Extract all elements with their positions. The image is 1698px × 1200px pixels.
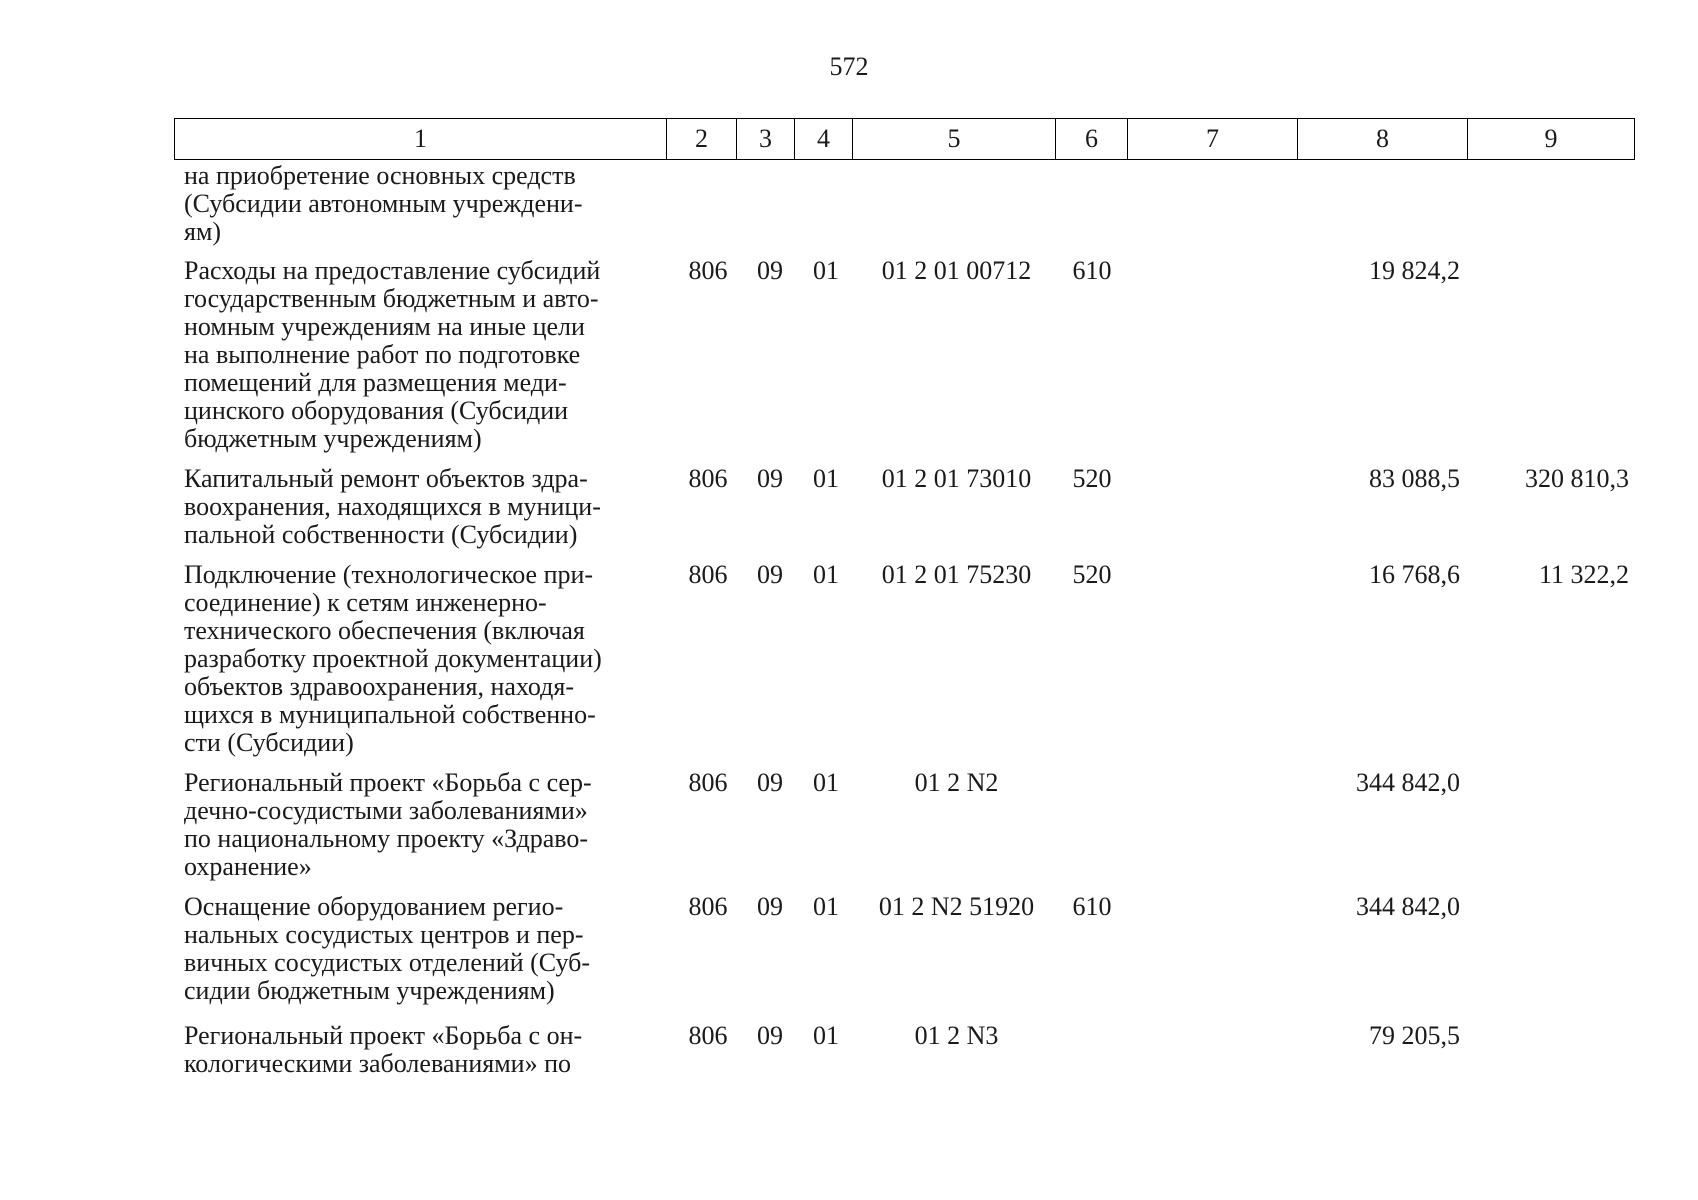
description-line: пальной собственности (Субсидии) — [184, 520, 578, 549]
cell-amount-7: 16 768,6 — [1369, 560, 1460, 589]
description-line: государственным бюджетным и авто- — [184, 284, 599, 313]
description-line: сти (Субсидии) — [184, 728, 354, 757]
description-line: ям) — [184, 217, 222, 246]
description-line: цинского оборудования (Субсидии — [184, 396, 569, 425]
row-description — [184, 561, 829, 757]
description-line: на приобретение основных средств — [184, 161, 576, 190]
cell-amount-8: 320 810,3 — [1525, 464, 1629, 493]
cell-expense-type: 610 — [1072, 892, 1112, 921]
cell-ministry: 806 — [688, 1021, 728, 1050]
cell-subsection: 01 — [813, 256, 839, 285]
cell-section: 09 — [757, 464, 783, 493]
cell-amount-7: 79 205,5 — [1369, 1021, 1460, 1050]
cell-section: 09 — [757, 768, 783, 797]
description-line: Региональный проект «Борьба с он- — [184, 1021, 583, 1050]
cell-section: 09 — [757, 1021, 783, 1050]
column-header-7: 7 — [1128, 119, 1298, 160]
cell-ministry: 806 — [688, 768, 728, 797]
cell-ministry: 806 — [688, 892, 728, 921]
description-line: объектов здравоохранения, находя- — [184, 672, 575, 701]
cell-target-article: 01 2 01 75230 — [881, 560, 1032, 589]
description-line: соединение) к сетям инженерно- — [184, 588, 547, 617]
row-description — [184, 257, 829, 453]
cell-ministry: 806 — [688, 464, 728, 493]
description-line: (Субсидии автономным учреждени- — [184, 189, 583, 218]
page-number: 572 — [829, 52, 869, 81]
column-header-3: 3 — [737, 119, 795, 160]
cell-expense-type: 610 — [1072, 256, 1112, 285]
column-header-9: 9 — [1468, 119, 1635, 160]
column-header-6: 6 — [1056, 119, 1128, 160]
cell-amount-7: 19 824,2 — [1369, 256, 1460, 285]
column-header-row — [175, 119, 1635, 160]
cell-section: 09 — [757, 256, 783, 285]
description-line: вичных сосудистых отделений (Суб- — [184, 948, 591, 977]
description-line: сидии бюджетным учреждениям) — [184, 976, 555, 1005]
column-header-2: 2 — [667, 119, 737, 160]
description-line: Региональный проект «Борьба с сер- — [184, 768, 592, 797]
description-line: дечно-сосудистыми заболеваниями» — [184, 796, 588, 825]
cell-section: 09 — [757, 560, 783, 589]
description-line: охранение» — [184, 852, 312, 881]
cell-subsection: 01 — [813, 464, 839, 493]
description-line: разработку проектной документации) — [184, 644, 602, 673]
description-line: кологическими заболеваниями» по — [184, 1049, 571, 1078]
cell-subsection: 01 — [813, 1021, 839, 1050]
description-line: бюджетным учреждениям) — [184, 424, 482, 453]
description-line: Подключение (технологическое при- — [184, 560, 594, 589]
description-line: нальных сосудистых центров и пер- — [184, 920, 584, 949]
column-header-8: 8 — [1298, 119, 1468, 160]
description-line: номным учреждениям на иные цели — [184, 312, 585, 341]
cell-amount-7: 83 088,5 — [1369, 464, 1460, 493]
column-header-table — [174, 118, 1635, 160]
description-line: технического обеспечения (включая — [184, 616, 585, 645]
cell-target-article: 01 2 N2 51920 — [878, 892, 1035, 921]
cell-amount-7: 344 842,0 — [1356, 768, 1460, 797]
cell-amount-7: 344 842,0 — [1356, 892, 1460, 921]
cell-section: 09 — [757, 892, 783, 921]
cell-expense-type: 520 — [1072, 560, 1112, 589]
description-line: на выполнение работ по подготовке — [184, 340, 581, 369]
description-line: Капитальный ремонт объектов здра- — [184, 464, 588, 493]
cell-subsection: 01 — [813, 560, 839, 589]
cell-target-article: 01 2 N2 — [914, 768, 999, 797]
description-line: помещений для размещения меди- — [184, 368, 567, 397]
cell-ministry: 806 — [688, 256, 728, 285]
cell-subsection: 01 — [813, 768, 839, 797]
description-line: Оснащение оборудованием регио- — [184, 892, 564, 921]
description-line: по национальному проекту «Здраво- — [184, 824, 589, 853]
cell-subsection: 01 — [813, 892, 839, 921]
description-line: Расходы на предоставление субсидий — [184, 256, 601, 285]
cell-amount-8: 11 322,2 — [1538, 560, 1629, 589]
column-header-4: 4 — [795, 119, 853, 160]
row-description — [184, 162, 829, 246]
column-header-5: 5 — [853, 119, 1056, 160]
description-line: воохранения, находящихся в муници- — [184, 492, 601, 521]
cell-ministry: 806 — [688, 560, 728, 589]
cell-expense-type: 520 — [1072, 464, 1112, 493]
cell-target-article: 01 2 01 00712 — [881, 256, 1032, 285]
cell-target-article: 01 2 01 73010 — [881, 464, 1032, 493]
description-line: щихся в муниципальной собственно- — [184, 700, 596, 729]
cell-target-article: 01 2 N3 — [914, 1021, 999, 1050]
column-header-1: 1 — [175, 119, 667, 160]
